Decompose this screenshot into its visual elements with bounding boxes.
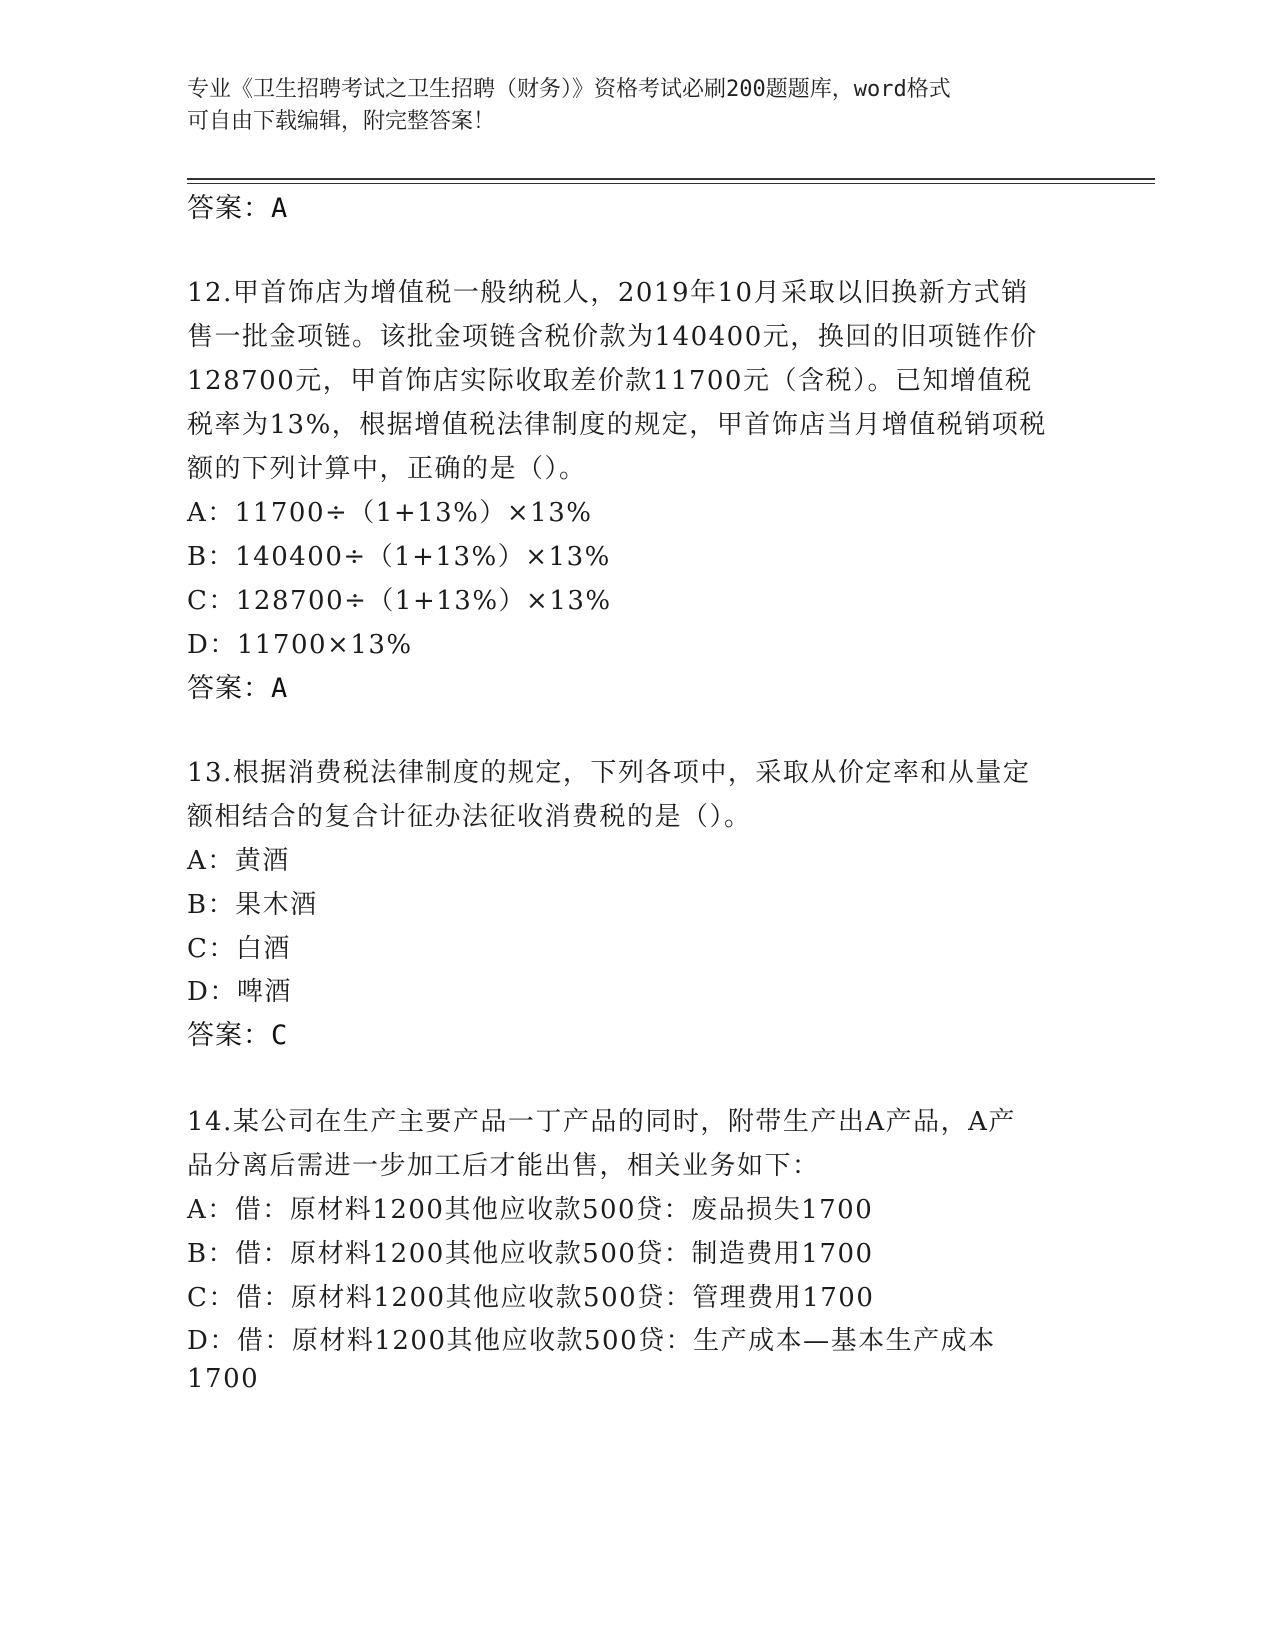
question-text-line: 售一批金项链。该批金项链含税价款为140400元，换回的旧项链作价 xyxy=(187,322,1038,352)
header-rule-thick xyxy=(187,178,1155,180)
option-d: D：啤酒 xyxy=(187,977,292,1007)
question-text-line: 12.甲首饰店为增值税一般纳税人，2019年10月采取以旧换新方式销 xyxy=(187,278,1029,308)
option-c: C：白酒 xyxy=(187,934,291,964)
option-d: D：11700×13% xyxy=(187,630,413,660)
option-d: D：借：原材料1200其他应收款500贷：生产成本—基本生产成本 xyxy=(187,1326,996,1356)
option-b: B：140400÷（1+13%）×13% xyxy=(187,542,611,572)
answer: 答案：A xyxy=(187,673,289,704)
question-text-line: 128700元，甲首饰店实际收取差价款11700元（含税）。已知增值税 xyxy=(187,366,1033,396)
question-text-line: 税率为13%，根据增值税法律制度的规定，甲首饰店当月增值税销项税 xyxy=(187,410,1047,440)
question-text-line: 额相结合的复合计征办法征收消费税的是（）。 xyxy=(187,802,752,832)
option-a: A：黄酒 xyxy=(187,846,290,876)
option-c: C：128700÷（1+13%）×13% xyxy=(187,586,612,616)
question-text-line: 品分离后需进一步加工后才能出售，相关业务如下： xyxy=(187,1151,820,1181)
option-c: C：借：原材料1200其他应收款500贷：管理费用1700 xyxy=(187,1283,875,1313)
question-text-line: 14.某公司在生产主要产品一丁产品的同时，附带生产出A产品，A产 xyxy=(187,1107,1016,1137)
header-line-1: 专业《卫生招聘考试之卫生招聘（财务）》资格考试必刷200题题库，word格式 xyxy=(187,77,951,102)
option-d-continued: 1700 xyxy=(187,1364,260,1394)
header-rule-thin xyxy=(187,183,1155,184)
option-b: B：借：原材料1200其他应收款500贷：制造费用1700 xyxy=(187,1239,874,1269)
header-line-2: 可自由下载编辑，附完整答案！ xyxy=(187,109,496,134)
option-a: A：11700÷（1+13%）×13% xyxy=(187,498,593,528)
answer: 答案：C xyxy=(187,1020,289,1051)
question-text-line: 13.根据消费税法律制度的规定，下列各项中，采取从价定率和从量定 xyxy=(187,758,1031,788)
option-a: A：借：原材料1200其他应收款500贷：废品损失1700 xyxy=(187,1195,874,1225)
option-b: B：果木酒 xyxy=(187,890,318,920)
page-header xyxy=(187,74,1087,138)
question-text-line: 额的下列计算中，正确的是（）。 xyxy=(187,454,587,484)
answer-prev: 答案：A xyxy=(187,193,289,224)
